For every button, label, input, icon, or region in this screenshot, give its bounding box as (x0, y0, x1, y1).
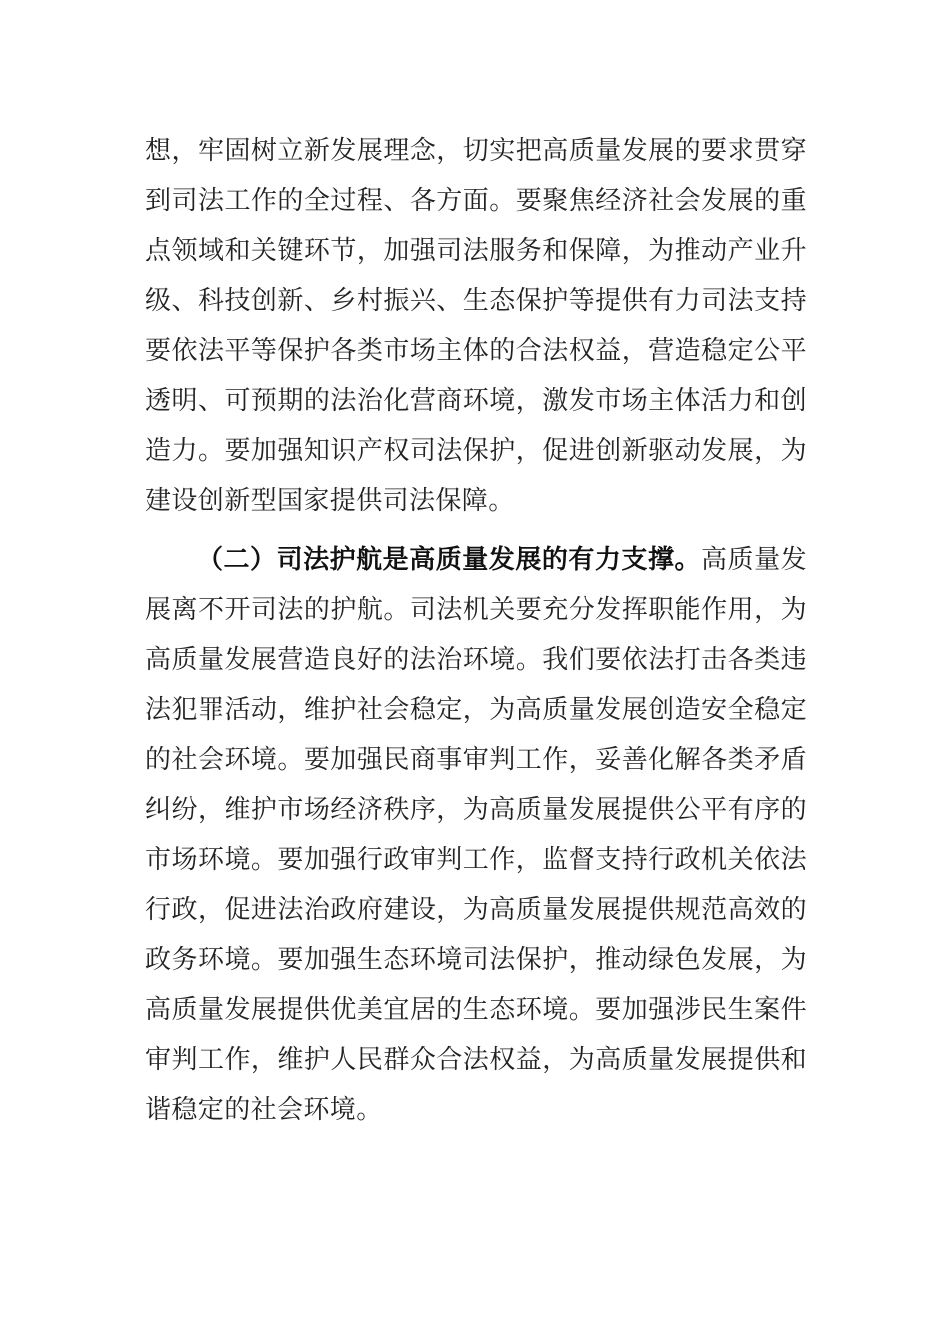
section-heading: （二）司法护航是高质量发展的有力支撑。 (197, 545, 702, 575)
body-paragraph (145, 126, 807, 526)
body-paragraph (145, 535, 807, 1135)
paragraph-text: 高质量发展离不开司法的护航。司法机关要充分发挥职能作用，为高质量发展营造良好的法治环境。我们要依法打击各类违法犯罪活动，维护社会稳定，为高质量发展创造安全稳定的社会环境。要加强民商事审判工作，妥善化解各类矛盾纠纷，维护市场经济秩序，为高质量发展提供公平有序的市场环境。要加强行政审判工作，监督支持行政机关依法行政，促进法治政府建设，为高质量发展提供规范高效的政务环境。要加强生态环境司法保护，推动绿色发展，为高质量发展提供优美宜居的生态环境。要加强涉民生案件审判工作，维护人民群众合法权益，为高质量发展提供和谐稳定的社会环境。 (145, 545, 807, 1125)
paragraph-text: 想，牢固树立新发展理念，切实把高质量发展的要求贯穿到司法工作的全过程、各方面。要聚焦经济社会发展的重点领域和关键环节，加强司法服务和保障，为推动产业升级、科技创新、乡村振兴、生态保护等提供有力司法支持要依法平等保护各类市场主体的合法权益，营造稳定公平透明、可预期的法治化营商环境，激发市场主体活力和创造力。要加强知识产权司法保护，促进创新驱动发展，为建设创新型国家提供司法保障。 (145, 136, 807, 516)
